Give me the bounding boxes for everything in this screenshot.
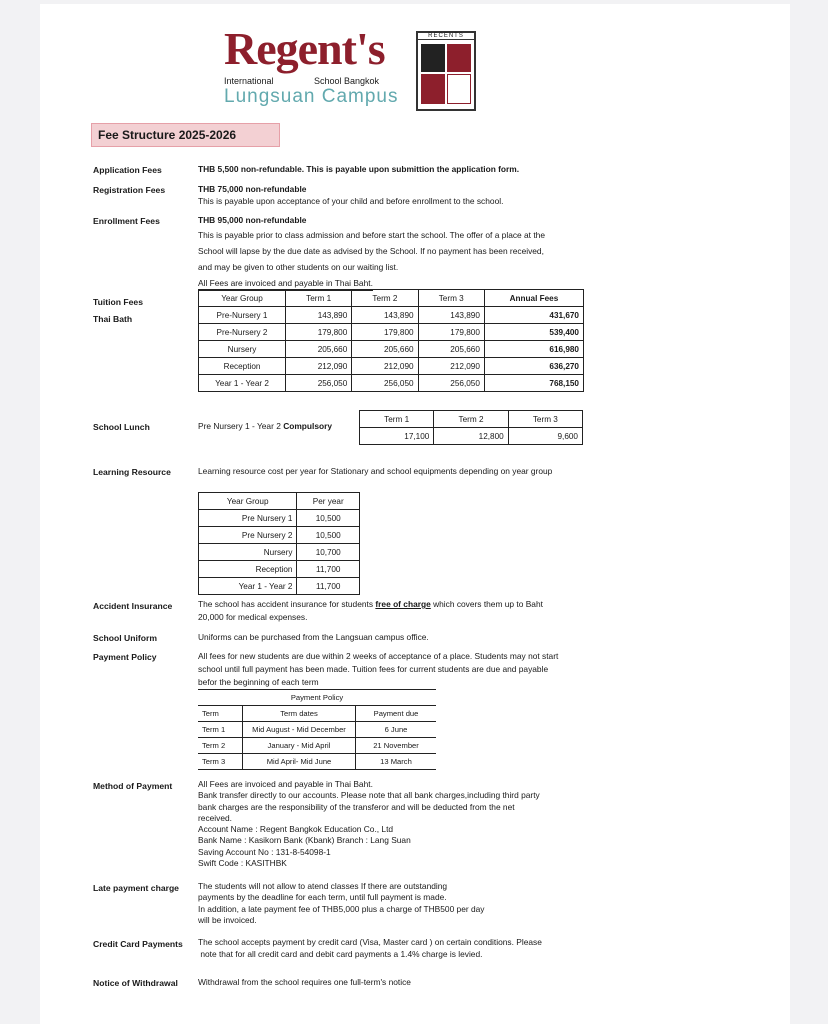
tuition-col-year: Year Group xyxy=(199,290,286,307)
cell: Reception xyxy=(199,358,286,375)
payment-policy-table xyxy=(198,705,436,770)
method-line: bank charges are the responsibility of the transferor and will be deducted from the net xyxy=(198,801,515,812)
method-line: Account Name : Regent Bangkok Education Co., Ltd xyxy=(198,824,394,835)
table-row xyxy=(199,561,360,578)
table-row xyxy=(199,307,584,324)
late-line: will be invoiced. xyxy=(198,914,257,925)
payment-policy-rule xyxy=(198,689,436,690)
crest-quarter-tl-icon xyxy=(421,44,445,72)
payment-policy-line1: All fees for new students are due within 2 weeks of acceptance of a place. Students may not start xyxy=(198,651,559,661)
lunch-col-term1: Term 1 xyxy=(360,411,434,428)
enrollment-label: Enrollment Fees xyxy=(93,216,160,226)
cell: 13 March xyxy=(356,754,437,770)
lunch-col-term3: Term 3 xyxy=(508,411,582,428)
method-line: Saving Account No : 131-8-54098-1 xyxy=(198,846,331,857)
cell: 143,890 xyxy=(286,307,352,324)
cell: Pre Nursery 2 xyxy=(199,527,297,544)
tuition-col-term3: Term 3 xyxy=(418,290,484,307)
payment-col-term: Term xyxy=(198,706,243,722)
withdrawal-label: Notice of Withdrawal xyxy=(93,978,178,988)
table-row xyxy=(199,375,584,392)
crest-quarter-bl-icon xyxy=(421,74,445,104)
cell: 431,670 xyxy=(484,307,583,324)
enrollment-line1: THB 95,000 non-refundable xyxy=(198,215,307,225)
payment-table-title: Payment Policy xyxy=(290,693,344,702)
logo-campus: Lungsuan Campus xyxy=(224,86,399,107)
cell: 256,050 xyxy=(286,375,352,392)
learning-label: Learning Resource xyxy=(93,467,171,477)
cell: Term 3 xyxy=(198,754,243,770)
method-line: All Fees are invoiced and payable in Thai Baht. xyxy=(198,779,373,789)
cell: 179,800 xyxy=(418,324,484,341)
accident-text-c: which covers them up to Baht xyxy=(430,599,543,609)
table-row xyxy=(199,578,360,595)
late-text xyxy=(198,881,484,926)
cell: Nursery xyxy=(199,544,297,561)
cell: 212,090 xyxy=(352,358,418,375)
tuition-label-currency: Thai Bath xyxy=(93,314,133,324)
cell: 636,270 xyxy=(484,358,583,375)
cell: 205,660 xyxy=(352,341,418,358)
payment-col-due: Payment due xyxy=(356,706,437,722)
cell: Year 1 - Year 2 xyxy=(199,375,286,392)
tuition-table xyxy=(198,289,584,392)
registration-label: Registration Fees xyxy=(93,185,166,195)
cell: 616,980 xyxy=(484,341,583,358)
late-line: In addition, a late payment fee of THB5,000 plus a charge of THB500 per day xyxy=(198,903,485,914)
table-row xyxy=(199,527,360,544)
cell: 11,700 xyxy=(297,561,360,578)
lunch-text-a: Pre Nursery 1 - Year 2 xyxy=(198,421,284,431)
cell: 6 June xyxy=(356,722,437,738)
school-crest-icon xyxy=(416,31,476,111)
cell: 143,890 xyxy=(352,307,418,324)
withdrawal-text: Withdrawal from the school requires one full-term's notice xyxy=(198,977,411,987)
method-line: received. xyxy=(198,812,232,823)
application-label: Application Fees xyxy=(93,165,162,175)
method-text xyxy=(198,779,540,869)
cell: 9,600 xyxy=(508,428,582,445)
learning-text: Learning resource cost per year for Stationary and school equipments depending on year group xyxy=(198,466,553,476)
accident-label: Accident Insurance xyxy=(93,601,173,611)
credit-line: note that for all credit card and debit card payments a 1.4% charge is levied. xyxy=(198,948,483,959)
learning-col-year: Year Group xyxy=(199,493,297,510)
cell: January - Mid April xyxy=(243,738,356,754)
method-line: Bank Name : Kasikorn Bank (Kbank) Branch : Lang Suan xyxy=(198,835,411,846)
accident-line1 xyxy=(198,599,543,611)
uniform-text: Uniforms can be purchased from the Langsuan campus office. xyxy=(198,632,429,642)
cell: Year 1 - Year 2 xyxy=(199,578,297,595)
late-label: Late payment charge xyxy=(93,883,179,893)
tuition-col-term2: Term 2 xyxy=(352,290,418,307)
payment-policy-label: Payment Policy xyxy=(93,652,157,662)
cell: 179,800 xyxy=(286,324,352,341)
crest-label: RECENTS xyxy=(418,33,474,40)
credit-label: Credit Card Payments xyxy=(93,939,183,949)
method-label: Method of Payment xyxy=(93,781,173,791)
cell: 205,660 xyxy=(286,341,352,358)
payment-policy-line2: school until full payment has been made. Tuition fees for current students are due and payable xyxy=(198,664,549,674)
logo-sub-left: International xyxy=(224,76,274,86)
cell: 143,890 xyxy=(418,307,484,324)
late-line: payments by the deadline for each term, until full payment is made. xyxy=(198,892,447,903)
table-row xyxy=(199,341,584,358)
tuition-col-term1: Term 1 xyxy=(286,290,352,307)
table-row xyxy=(199,544,360,561)
learning-table xyxy=(198,492,360,595)
cell: 212,090 xyxy=(286,358,352,375)
late-line: The students will not allow to atend classes If there are outstanding xyxy=(198,881,448,891)
lunch-table xyxy=(359,410,583,445)
lunch-text xyxy=(198,421,332,433)
credit-text xyxy=(198,937,542,961)
enrollment-line2: This is payable prior to class admission and before start the school. The offer of a place at the xyxy=(198,230,545,240)
learning-header-row xyxy=(199,493,360,510)
lunch-col-term2: Term 2 xyxy=(434,411,508,428)
cell: Mid April- Mid June xyxy=(243,754,356,770)
lunch-label: School Lunch xyxy=(93,422,150,432)
enrollment-line5: All Fees are invoiced and payable in Thai Baht. xyxy=(198,278,373,291)
accident-line2: 20,000 for medical expenses. xyxy=(198,612,308,622)
cell: 11,700 xyxy=(297,578,360,595)
accident-text-b: free of charge xyxy=(375,599,431,609)
cell: 212,090 xyxy=(418,358,484,375)
cell: Mid August - Mid December xyxy=(243,722,356,738)
cell: 256,050 xyxy=(418,375,484,392)
accident-text-a: The school has accident insurance for students xyxy=(198,599,376,609)
cell: Reception xyxy=(199,561,297,578)
cell: 179,800 xyxy=(352,324,418,341)
table-row xyxy=(198,754,436,770)
table-row xyxy=(198,722,436,738)
table-row xyxy=(199,324,584,341)
credit-line: The school accepts payment by credit card (Visa, Master card ) on certain conditions. Please xyxy=(198,937,542,947)
registration-line1: THB 75,000 non-refundable xyxy=(198,184,307,194)
document-page xyxy=(40,4,790,1024)
cell: 21 November xyxy=(356,738,437,754)
table-row xyxy=(199,358,584,375)
cell: 17,100 xyxy=(360,428,434,445)
cell: Pre Nursery 1 xyxy=(199,510,297,527)
cell: Term 2 xyxy=(198,738,243,754)
table-row xyxy=(199,510,360,527)
cell: Term 1 xyxy=(198,722,243,738)
table-row xyxy=(360,428,583,445)
uniform-label: School Uniform xyxy=(93,633,157,643)
logo-sub-right: School Bangkok xyxy=(314,76,380,86)
cell: 10,500 xyxy=(297,527,360,544)
lunch-header-row xyxy=(360,411,583,428)
page-title-text: Fee Structure 2025-2026 xyxy=(98,128,237,142)
cell: 10,700 xyxy=(297,544,360,561)
method-line: Swift Code : KASITHBK xyxy=(198,858,287,869)
payment-header-row xyxy=(198,706,436,722)
cell: 205,660 xyxy=(418,341,484,358)
enrollment-line4: and may be given to other students on our waiting list. xyxy=(198,262,399,272)
application-text: THB 5,500 non-refundable. This is payable upon submittion the application form. xyxy=(198,164,520,174)
cell: Pre-Nursery 2 xyxy=(199,324,286,341)
enrollment-line3: School will lapse by the due date as advised by the School. If no payment has been received, xyxy=(198,246,544,256)
cell: Pre-Nursery 1 xyxy=(199,307,286,324)
payment-policy-line3: befor the beginning of each term xyxy=(198,677,319,687)
tuition-col-annual: Annual Fees xyxy=(484,290,583,307)
method-line: Bank transfer directly to our accounts. Please note that all bank charges,including third party xyxy=(198,790,540,801)
cell: 12,800 xyxy=(434,428,508,445)
logo-brand: Regent's xyxy=(224,23,385,74)
cell: Nursery xyxy=(199,341,286,358)
payment-col-dates: Term dates xyxy=(243,706,356,722)
cell: 539,400 xyxy=(484,324,583,341)
learning-col-per-year: Per year xyxy=(297,493,360,510)
lunch-text-b: Compulsory xyxy=(283,421,333,431)
page-title xyxy=(91,123,280,147)
tuition-header-row xyxy=(199,290,584,307)
cell: 768,150 xyxy=(484,375,583,392)
registration-line2: This is payable upon acceptance of your child and before enrollment to the school. xyxy=(198,196,504,206)
crest-quarter-br-icon xyxy=(447,74,471,104)
cell: 256,050 xyxy=(352,375,418,392)
table-row xyxy=(198,738,436,754)
cell: 10,500 xyxy=(297,510,360,527)
tuition-label: Tuition Fees xyxy=(93,297,143,307)
crest-quarter-tr-icon xyxy=(447,44,471,72)
